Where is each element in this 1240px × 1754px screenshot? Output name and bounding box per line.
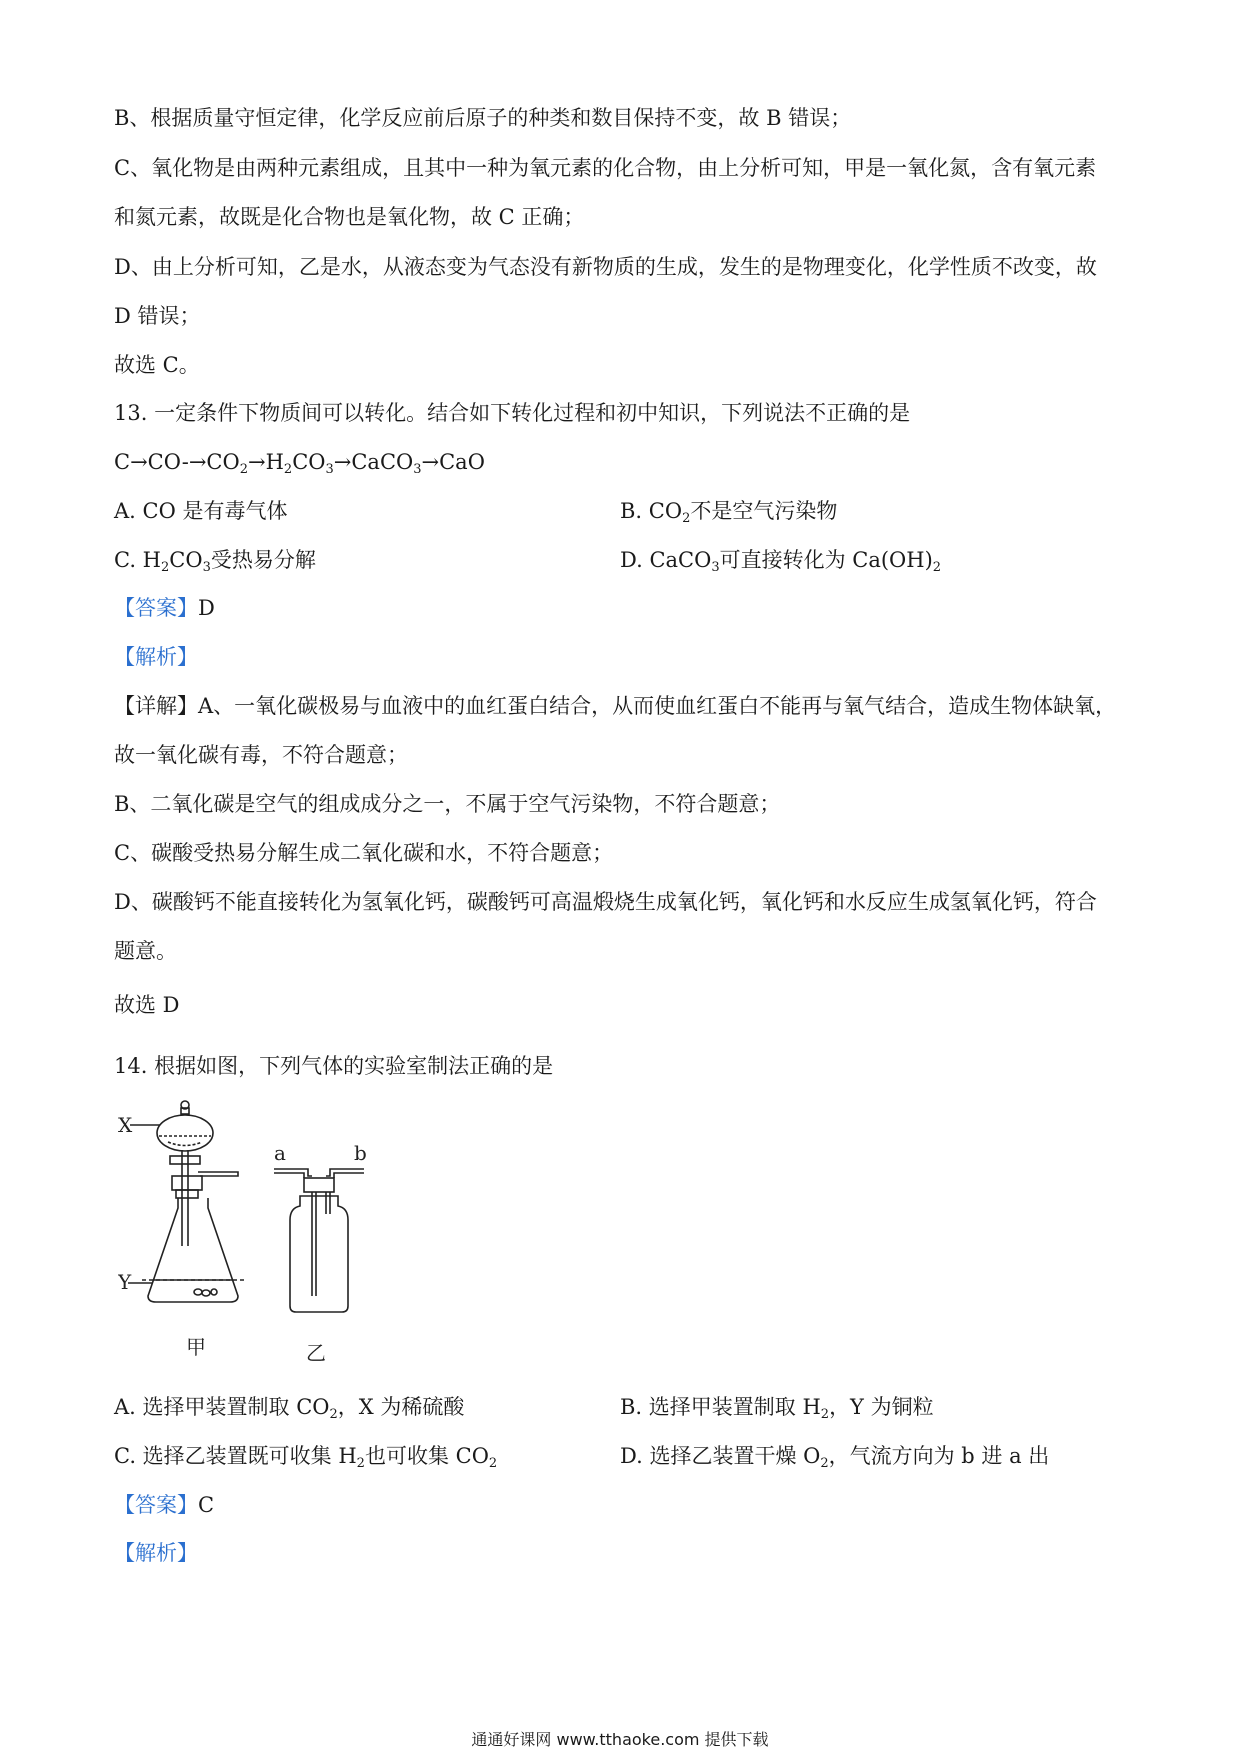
text-line: B、根据质量守恒定律，化学反应前后原子的种类和数目保持不变，故 B 错误；	[114, 106, 852, 130]
text-line: 和氮元素，故既是化合物也是氧化物，故 C 正确；	[114, 205, 585, 229]
label-jia: 甲	[186, 1335, 206, 1359]
q13-detail-line: 题意。	[114, 939, 177, 963]
label-x: X	[118, 1113, 133, 1137]
q14-analysis-tag: 【解析】	[114, 1541, 198, 1565]
answer-tag: 【答案】	[114, 1493, 198, 1517]
label-y: Y	[118, 1270, 132, 1294]
apparatus-yi	[274, 1169, 364, 1312]
answer-tag: 【答案】	[114, 596, 198, 620]
q14-option-d: D. 选择乙装置干燥 $O_2$，气流方向为 b 进 a 出	[620, 1444, 1050, 1471]
q14-option-b: B. 选择甲装置制取 $H_2$，Y 为铜粒	[620, 1395, 934, 1422]
text-line: 故选 C。	[114, 353, 200, 377]
label-a: a	[274, 1141, 286, 1165]
q13-detail-line: C、碳酸受热易分解生成二氧化碳和水，不符合题意；	[114, 841, 614, 865]
q13-detail-line: 【详解】A、一氧化碳极易与血液中的血红蛋白结合，从而使血红蛋白不能再与氧气结合，造成生物体缺氧，	[114, 694, 1117, 718]
q14-option-a: A. 选择甲装置制取 $CO_2$，X 为稀硫酸	[114, 1395, 465, 1422]
detail-tag: 【详解】	[114, 694, 198, 718]
label-yi: 乙	[306, 1341, 326, 1365]
q13-option-a: A. CO 是有毒气体	[114, 499, 288, 523]
q13-choose: 故选 D	[114, 993, 180, 1017]
page-footer: 通通好课网 www.tthaoke.com 提供下载	[471, 1730, 769, 1749]
q13-analysis-tag: 【解析】	[114, 645, 198, 669]
q13-detail-line: B、二氧化碳是空气的组成成分之一，不属于空气污染物，不符合题意；	[114, 792, 781, 816]
question-13-stem: 13. 一定条件下物质间可以转化。结合如下转化过程和初中知识，下列说法不正确的是	[114, 401, 911, 425]
q13-option-c: C. $H_2CO_3$受热易分解	[114, 548, 316, 575]
text-line: D、由上分析可知，乙是水，从液态变为气态没有新物质的生成，发生的是物理变化，化学性质不改变，故	[114, 255, 1097, 279]
answer-value: C	[198, 1493, 215, 1517]
q13-detail-line: 故一氧化碳有毒，不符合题意；	[114, 743, 408, 767]
q13-option-b: B. $CO_2$不是空气污染物	[620, 499, 838, 526]
q13-detail-line: D、碳酸钙不能直接转化为氢氧化钙，碳酸钙可高温煅烧生成氧化钙，氧化钙和水反应生成氢氧化钙，符合	[114, 890, 1097, 914]
conversion-chain: $C\to CO-\to CO_2\to H_2CO_3\to CaCO_3\to CaO$	[114, 450, 485, 477]
apparatus-figure	[118, 1096, 418, 1366]
q14-option-c: C. 选择乙装置既可收集 $H_2$也可收集 $CO_2$	[114, 1444, 498, 1471]
text-line: D 错误；	[114, 304, 201, 328]
q13-option-d: D. CaCO$_3$可直接转化为 $Ca(OH)_2$	[620, 548, 942, 575]
apparatus-jia	[128, 1101, 244, 1302]
q14-answer	[114, 1490, 214, 1520]
text-line: C、氧化物是由两种元素组成，且其中一种为氧元素的化合物，由上分析可知，甲是一氧化氮，含有氧元素	[114, 156, 1097, 180]
answer-value: D	[198, 596, 215, 620]
label-b: b	[354, 1141, 367, 1165]
question-14-stem: 14. 根据如图，下列气体的实验室制法正确的是	[114, 1054, 554, 1078]
q13-answer	[114, 593, 215, 623]
